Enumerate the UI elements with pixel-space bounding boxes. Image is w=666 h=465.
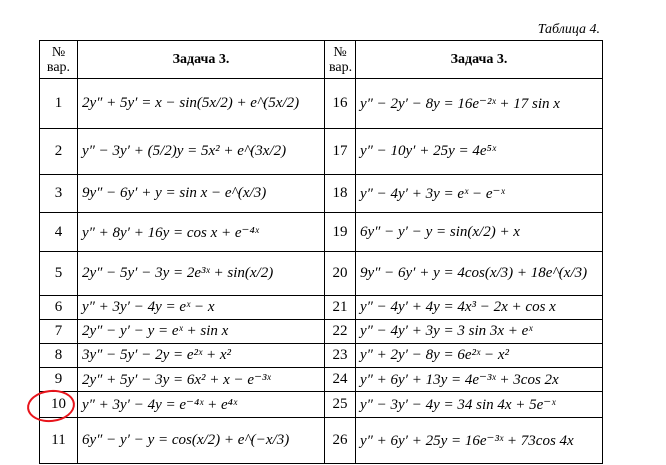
variant-number: 8 [40, 344, 78, 368]
equation: 2y″ − y′ − y = eˣ + sin x [78, 320, 325, 344]
variant-number: 3 [40, 175, 78, 213]
header-num-right: № вар. [325, 41, 356, 79]
variant-number: 2 [40, 129, 78, 175]
table-row [40, 213, 603, 252]
table-row [40, 129, 603, 175]
table-row [40, 392, 603, 418]
task-table [39, 40, 603, 464]
variant-number: 23 [325, 344, 356, 368]
variant-number: 6 [40, 296, 78, 320]
variant-number: 9 [40, 368, 78, 392]
equation: y″ − 4y′ + 3y = 3 sin 3x + eˣ [356, 320, 603, 344]
table-row [40, 344, 603, 368]
variant-number: 16 [325, 79, 356, 129]
variant-number: 25 [325, 392, 356, 418]
equation: 9y″ − 6y′ + y = 4cos(x/3) + 18e^(x/3) [356, 252, 603, 296]
table-row [40, 79, 603, 129]
variant-number: 24 [325, 368, 356, 392]
table-row [40, 368, 603, 392]
variant-number: 7 [40, 320, 78, 344]
header-num-left: № вар. [40, 41, 78, 79]
equation: y″ − 4y′ + 3y = eˣ − e⁻ˣ [356, 175, 603, 213]
equation: 9y″ − 6y′ + y = sin x − e^(x/3) [78, 175, 325, 213]
equation: y″ − 10y′ + 25y = 4e⁵ˣ [356, 129, 603, 175]
equation: y″ + 3y′ − 4y = eˣ − x [78, 296, 325, 320]
equation: y″ + 3y′ − 4y = e⁻⁴ˣ + e⁴ˣ [78, 392, 325, 418]
table-row [40, 418, 603, 464]
equation: 6y″ − y′ − y = sin(x/2) + x [356, 213, 603, 252]
equation: y″ − 3y′ − 4y = 34 sin 4x + 5e⁻ˣ [356, 392, 603, 418]
equation: y″ − 2y′ − 8y = 16e⁻²ˣ + 17 sin x [356, 79, 603, 129]
equation: 3y″ − 5y′ − 2y = e²ˣ + x² [78, 344, 325, 368]
variant-number: 11 [40, 418, 78, 464]
variant-number: 20 [325, 252, 356, 296]
header-task-right: Задача 3. [356, 41, 603, 79]
variant-number: 4 [40, 213, 78, 252]
equation: 2y″ − 5y′ − 3y = 2e³ˣ + sin(x/2) [78, 252, 325, 296]
table-row [40, 320, 603, 344]
variant-number: 19 [325, 213, 356, 252]
table-caption: Таблица 4. [537, 22, 600, 37]
equation: 2y″ + 5y′ − 3y = 6x² + x − e⁻³ˣ [78, 368, 325, 392]
header-task-left: Задача 3. [78, 41, 325, 79]
table-row [40, 296, 603, 320]
equation: y″ + 2y′ − 8y = 6e²ˣ − x² [356, 344, 603, 368]
variant-number: 17 [325, 129, 356, 175]
equation: 6y″ − y′ − y = cos(x/2) + e^(−x/3) [78, 418, 325, 464]
variant-number: 21 [325, 296, 356, 320]
equation: y″ + 6y′ + 25y = 16e⁻³ˣ + 73cos 4x [356, 418, 603, 464]
variant-number: 18 [325, 175, 356, 213]
variant-number: 1 [40, 79, 78, 129]
variant-number: 5 [40, 252, 78, 296]
equation: 2y″ + 5y′ = x − sin(5x/2) + e^(5x/2) [78, 79, 325, 129]
table-row [40, 175, 603, 213]
variant-number: 22 [325, 320, 356, 344]
equation: y″ + 6y′ + 13y = 4e⁻³ˣ + 3cos 2x [356, 368, 603, 392]
equation: y″ − 4y′ + 4y = 4x³ − 2x + cos x [356, 296, 603, 320]
equation: y″ + 8y′ + 16y = cos x + e⁻⁴ˣ [78, 213, 325, 252]
equation: y″ − 3y′ + (5/2)y = 5x² + e^(3x/2) [78, 129, 325, 175]
variant-number: 26 [325, 418, 356, 464]
table-row [40, 252, 603, 296]
variant-number: 10 [40, 392, 78, 418]
